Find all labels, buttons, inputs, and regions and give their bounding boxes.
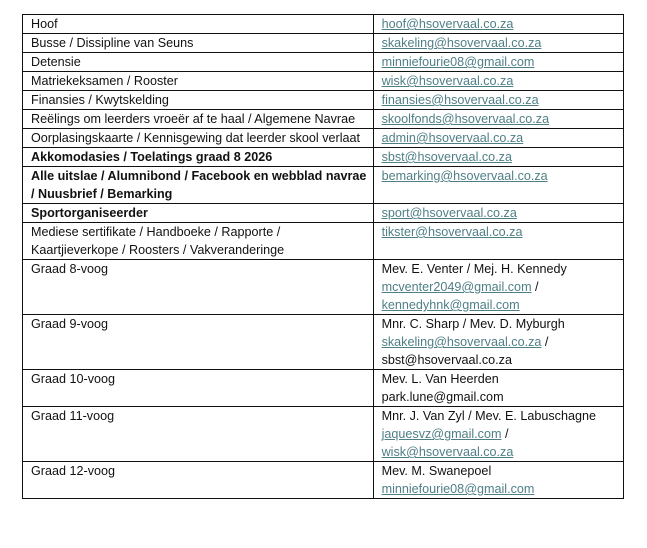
email-link[interactable]: bemarking@hsovervaal.co.za [381,169,548,183]
email-link[interactable]: minniefourie08@gmail.com [381,482,535,496]
contact-cell [373,72,623,91]
topic-cell: Graad 12-voog [23,462,374,499]
contact-line [382,480,617,498]
contact-text: Mev. M. Swanepoel [381,464,492,478]
table-row [23,204,624,223]
contact-text: Mnr. C. Sharp / Mev. D. Myburgh [381,317,565,331]
contact-cell [373,315,623,370]
email-link[interactable]: skoolfonds@hsovervaal.co.za [381,112,550,126]
contacts-table [22,14,624,499]
contact-cell [373,462,623,499]
contact-cell [373,370,623,407]
email-text: park.lune@gmail.com [381,390,504,404]
contact-line [382,370,617,388]
topic-cell: Detensie [23,53,374,72]
table-row [23,407,624,462]
contact-line [382,34,617,52]
topic-cell: Graad 9-voog [23,315,374,370]
email-link[interactable]: sbst@hsovervaal.co.za [381,150,512,164]
table-row [23,167,624,204]
table-row [23,15,624,34]
contact-cell [373,91,623,110]
email-link[interactable]: minniefourie08@gmail.com [381,55,535,69]
email-link[interactable]: mcventer2049@gmail.com [381,280,532,294]
contact-line [382,223,617,241]
contact-cell [373,148,623,167]
topic-cell: Matriekeksamen / Rooster [23,72,374,91]
contact-line [382,91,617,109]
contact-text: Mnr. J. Van Zyl / Mev. E. Labuschagne [381,409,597,423]
contact-line [382,296,617,314]
contact-line [382,204,617,222]
contact-line [382,148,617,166]
table-row [23,72,624,91]
contact-cell [373,407,623,462]
contact-cell [373,129,623,148]
table-row [23,53,624,72]
email-link[interactable]: tikster@hsovervaal.co.za [381,225,523,239]
contact-line [382,72,617,90]
contact-line [382,351,617,369]
table-row [23,370,624,407]
topic-cell: Reëlings om leerders vroeër af te haal / Algemene Navrae [23,110,374,129]
contact-line [382,15,617,33]
contact-text: Mev. E. Venter / Mej. H. Kennedy [381,262,567,276]
email-link[interactable]: kennedyhnk@gmail.com [381,298,520,312]
email-link[interactable]: skakeling@hsovervaal.co.za [381,36,542,50]
contact-cell [373,110,623,129]
table-row [23,315,624,370]
contact-line [382,462,617,480]
topic-cell: Oorplasingskaarte / Kennisgewing dat leerder skool verlaat [23,129,374,148]
email-link[interactable]: finansies@hsovervaal.co.za [381,93,539,107]
contact-line [382,443,617,461]
contact-line [382,315,617,333]
topic-cell: Akkomodasies / Toelatings graad 8 2026 [23,148,374,167]
contact-line [382,333,617,351]
email-link[interactable]: wisk@hsovervaal.co.za [381,445,514,459]
contacts-table-body [23,15,624,499]
contact-line [382,129,617,147]
topic-cell: Alle uitslae / Alumnibond / Facebook en webblad navrae / Nuusbrief / Bemarking [23,167,374,204]
topic-cell: Hoof [23,15,374,34]
email-link[interactable]: admin@hsovervaal.co.za [381,131,524,145]
contact-cell [373,15,623,34]
topic-cell: Finansies / Kwytskelding [23,91,374,110]
contact-line [382,407,617,425]
table-row [23,223,624,260]
topic-cell: Graad 10-voog [23,370,374,407]
email-link[interactable]: jaquesvz@gmail.com [381,427,502,441]
contact-cell [373,260,623,315]
topic-cell: Graad 8-voog [23,260,374,315]
contact-text: / [541,335,549,349]
table-row [23,462,624,499]
table-row [23,129,624,148]
topic-cell: Graad 11-voog [23,407,374,462]
contact-line [382,167,617,185]
contact-text: / [531,280,539,294]
contact-line [382,110,617,128]
topic-cell: Mediese sertifikate / Handboeke / Rapporte / Kaartjieverkope / Roosters / Vakveranderinge [23,223,374,260]
table-row [23,260,624,315]
contact-cell [373,223,623,260]
contact-line [382,278,617,296]
email-link[interactable]: skakeling@hsovervaal.co.za [381,335,542,349]
contact-cell [373,53,623,72]
contact-line [382,388,617,406]
topic-cell: Sportorganiseerder [23,204,374,223]
contact-cell [373,204,623,223]
table-row [23,148,624,167]
email-link[interactable]: wisk@hsovervaal.co.za [381,74,514,88]
contact-line [382,53,617,71]
contact-text: Mev. L. Van Heerden [381,372,499,386]
contact-cell [373,167,623,204]
table-row [23,110,624,129]
contact-line [382,260,617,278]
email-text: sbst@hsovervaal.co.za [381,353,512,367]
topic-cell: Busse / Dissipline van Seuns [23,34,374,53]
table-row [23,91,624,110]
contact-line [382,425,617,443]
email-link[interactable]: hoof@hsovervaal.co.za [381,17,514,31]
contact-text: / [501,427,509,441]
email-link[interactable]: sport@hsovervaal.co.za [381,206,517,220]
table-row [23,34,624,53]
contact-cell [373,34,623,53]
